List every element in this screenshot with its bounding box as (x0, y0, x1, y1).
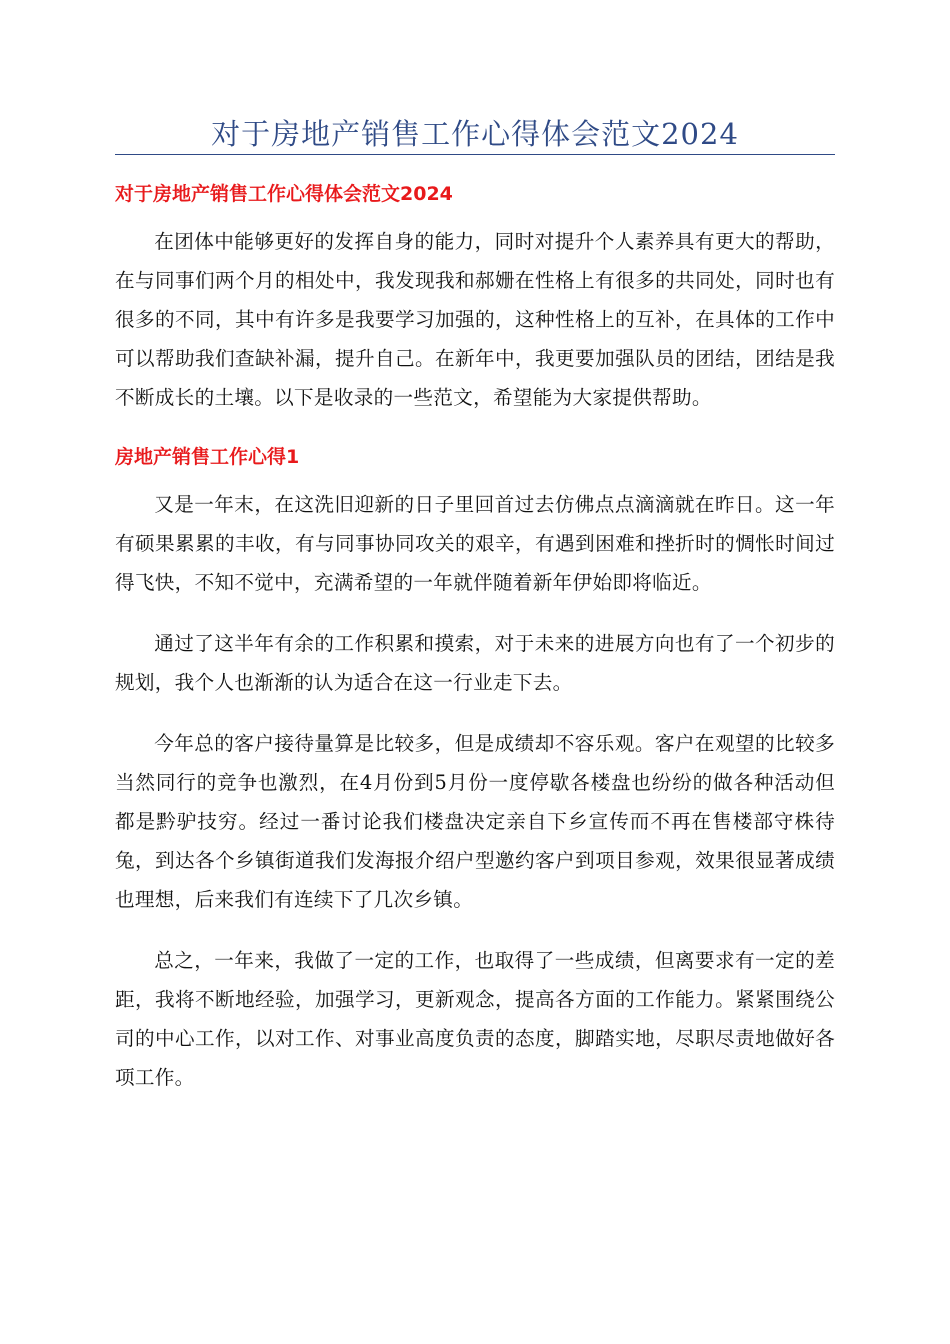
paragraph: 在团体中能够更好的发挥自身的能力，同时对提升个人素养具有更大的帮助，在与同事们两个月的相处中，我发现我和郝姗在性格上有很多的共同处，同时也有很多的不同，其中有许多是我要学习加强的，这种性格上的互补，在具体的工作中可以帮助我们查缺补漏，提升自己。在新年中，我更要加强队员的团结，团结是我不断成长的土壤。以下是收录的一些范文，希望能为大家提供帮助。 (115, 230, 835, 409)
section-heading: 房地产销售工作心得1 (115, 446, 300, 468)
section-heading: 对于房地产销售工作心得体会范文2024 (115, 183, 453, 205)
document-title: 对于房地产销售工作心得体会范文2024 (211, 117, 739, 151)
paragraph: 今年总的客户接待量算是比较多，但是成绩却不容乐观。客户在观望的比较多当然同行的竞争也激烈，在4月份到5月份一度停歇各楼盘也纷纷的做各种活动但都是黔驴技穷。经过一番讨论我们楼盘决定亲自下乡宣传而不再在售楼部守株待兔，到达各个乡镇街道我们发海报介绍户型邀约客户到项目参观，效果很显著成绩也理想，后来我们有连续下了几次乡镇。 (115, 732, 835, 911)
section-intro (115, 176, 835, 417)
section-experience-1 (115, 439, 835, 1097)
paragraph: 通过了这半年有余的工作积累和摸索，对于未来的进展方向也有了一个初步的规划，我个人也渐渐的认为适合在这一行业走下去。 (115, 632, 835, 694)
paragraph: 又是一年末，在这洗旧迎新的日子里回首过去仿佛点点滴滴就在昨日。这一年有硕果累累的丰收，有与同事协同攻关的艰辛，有遇到困难和挫折时的惆怅时间过得飞快，不知不觉中，充满希望的一年就伴随着新年伊始即将临近。 (115, 493, 835, 594)
document-body (115, 176, 835, 1119)
title-underline (115, 154, 835, 155)
paragraph: 总之，一年来，我做了一定的工作，也取得了一些成绩，但离要求有一定的差距，我将不断地经验，加强学习，更新观念，提高各方面的工作能力。紧紧围绕公司的中心工作，以对工作、对事业高度负责的态度，脚踏实地，尽职尽责地做好各项工作。 (115, 949, 835, 1089)
